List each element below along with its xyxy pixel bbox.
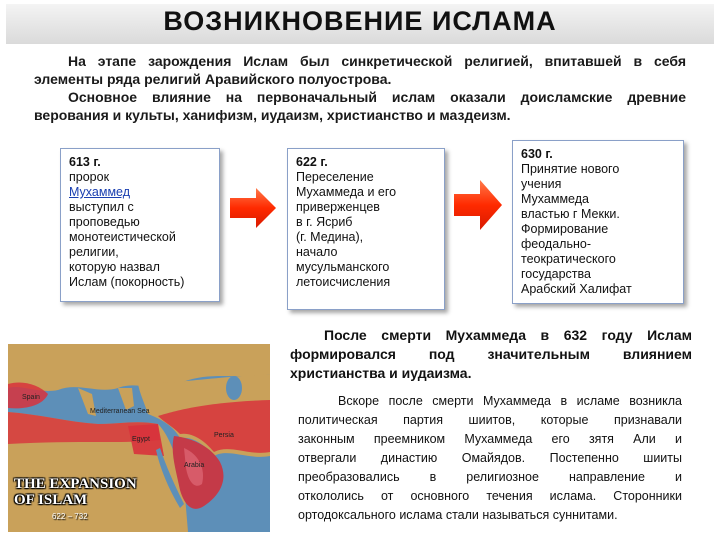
box-line: (г. Медина), xyxy=(296,230,364,244)
box-line: приверженцев xyxy=(296,200,380,214)
box-line: Принятие нового xyxy=(521,162,620,176)
box-line: Арабский Халифат xyxy=(521,282,632,296)
map-label-spain: Spain xyxy=(22,394,40,401)
map-label-arabia: Arabia xyxy=(184,462,205,469)
box-line: пророк xyxy=(69,170,110,184)
box-line: Формирование xyxy=(521,222,609,236)
box-line: религии, xyxy=(69,245,119,259)
box-year: 630 г. xyxy=(521,147,553,161)
map-label-sea: Mediterranean Sea xyxy=(90,408,150,415)
after-death-line-3: христианства и иудаизма. xyxy=(290,365,472,381)
shiites-line: законным преемником Мухаммеда его зятя Али и xyxy=(298,432,682,446)
map-label-persia: Persia xyxy=(214,432,234,439)
expansion-of-islam-map xyxy=(8,344,270,532)
box-line: Переселение xyxy=(296,170,374,184)
after-death-line-2: формировался под значительным влиянием xyxy=(290,346,692,362)
right-arrow-icon xyxy=(228,186,278,230)
box-line: Ислам (покорность) xyxy=(69,275,185,289)
box-line: выступил с xyxy=(69,200,134,214)
intro-paragraph-1: На этапе зарождения Ислам был синкретической религией, впитавшей в себя элементы ряда религий Аравийского полуострова. xyxy=(34,53,686,87)
shiites-line: Вскоре после смерти Мухаммеда в исламе возникла xyxy=(338,394,682,408)
box-line: которую назвал xyxy=(69,260,160,274)
box-line: властью г Мекки. xyxy=(521,207,620,221)
box-line: монотеистической xyxy=(69,230,176,244)
after-death-paragraph xyxy=(290,326,692,383)
box-year: 613 г. xyxy=(69,155,101,169)
shiites-line: откололись от основного течения ислама. Сторонники xyxy=(298,489,682,503)
box-line: учения xyxy=(521,177,562,191)
after-death-line-1: После смерти Мухаммеда в 632 году Ислам xyxy=(324,327,692,343)
page-title: ВОЗНИКНОВЕНИЕ ИСЛАМА xyxy=(163,6,557,36)
shiites-line: отвергали династию Омайядов. Постепенно шииты xyxy=(298,451,682,465)
right-arrow-icon xyxy=(452,178,504,232)
map-title xyxy=(14,476,137,508)
map-dates: 622 – 732 xyxy=(52,512,88,521)
map-label-egypt: Egypt xyxy=(132,436,150,443)
box-line: летоисчисления xyxy=(296,275,391,289)
box-line: начало xyxy=(296,245,338,259)
box-line: теократического xyxy=(521,252,616,266)
box-line: проповедью xyxy=(69,215,140,229)
shiites-paragraph xyxy=(298,392,682,525)
box-line: Мухаммеда xyxy=(521,192,589,206)
timeline-box-622 xyxy=(287,148,445,310)
map-title-line-1: THE EXPANSION xyxy=(14,476,137,492)
intro-paragraph-2: Основное влияние на первоначальный ислам оказали доисламские древние верования и культы, ханифизм, иудаизм, христианство и маздеизм. xyxy=(34,89,686,123)
map-title-line-2: OF ISLAM xyxy=(14,492,88,508)
box-year: 622 г. xyxy=(296,155,328,169)
timeline-box-613 xyxy=(60,148,220,302)
intro-text xyxy=(34,52,686,124)
box-line: государства xyxy=(521,267,591,281)
box-line: в г. Ясриб xyxy=(296,215,353,229)
shiites-line: преобразовались в религиозное направление и xyxy=(298,470,682,484)
box-line: мусульманского xyxy=(296,260,390,274)
shiites-line: политическая партия шиитов, которые признавали xyxy=(298,413,682,427)
muhammad-link[interactable]: Мухаммед xyxy=(69,185,131,199)
timeline-box-630 xyxy=(512,140,684,304)
box-line: феодально- xyxy=(521,237,591,251)
box-line: Мухаммеда и его xyxy=(296,185,397,199)
shiites-line: ортодоксального ислама стали называться суннитами. xyxy=(298,508,618,522)
